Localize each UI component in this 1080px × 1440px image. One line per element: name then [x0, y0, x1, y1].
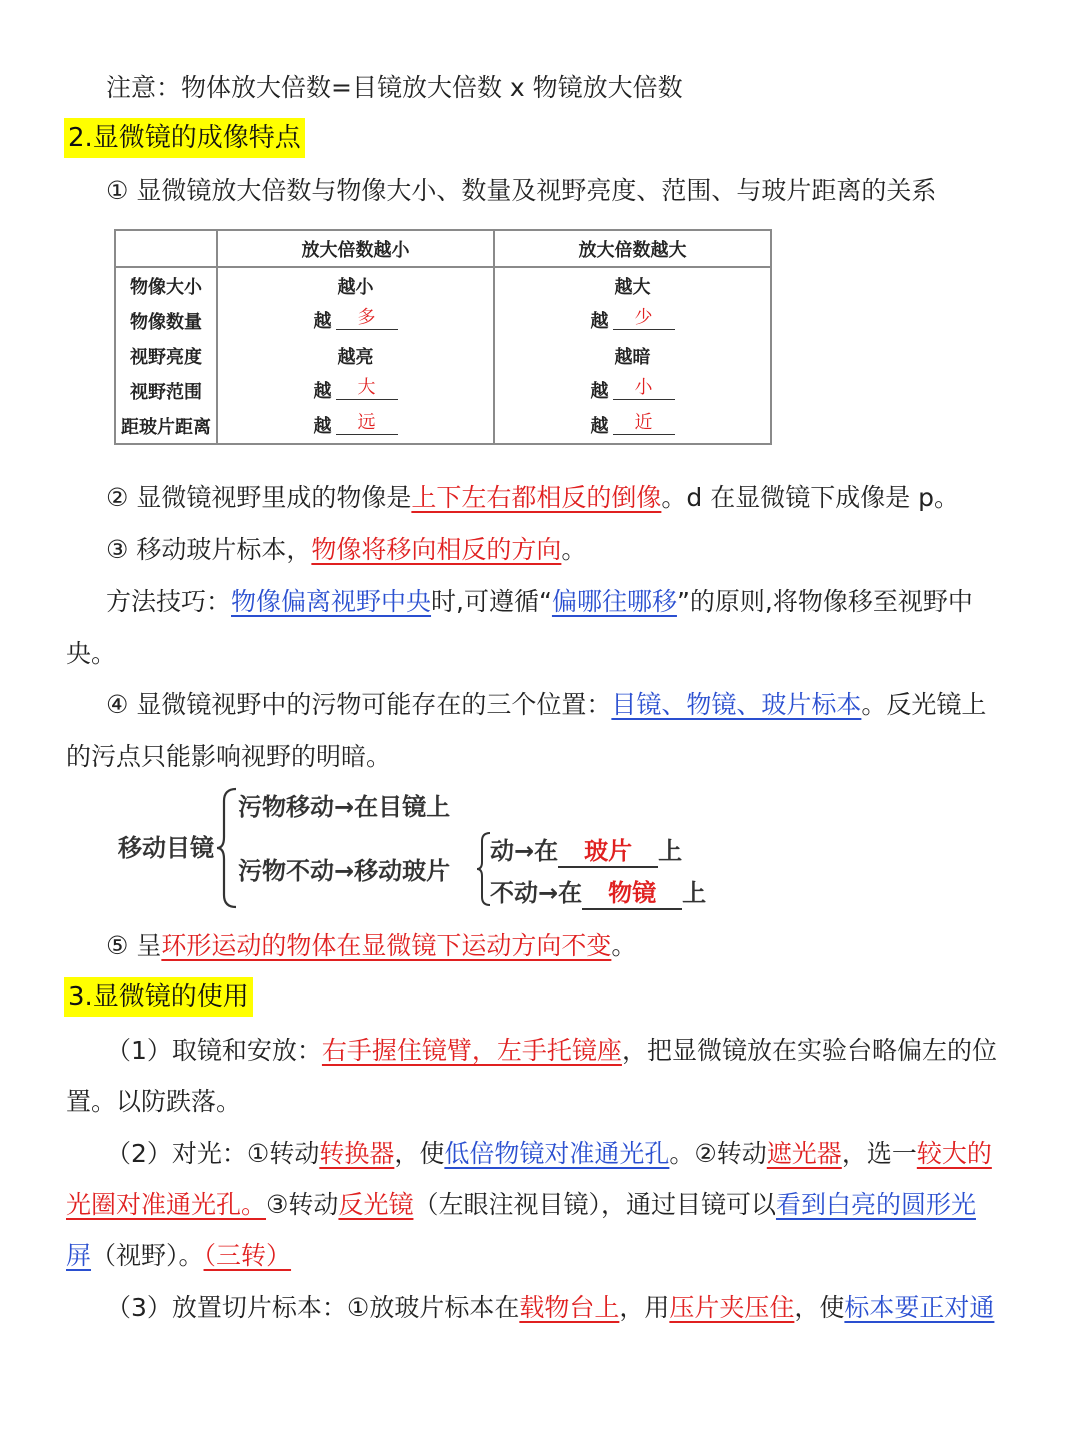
key-phrase: 标本要正对通	[844, 1293, 995, 1322]
key-phrase: 偏哪往哪移	[551, 587, 677, 616]
tip-line: 方法技巧：物像偏离视野中央时,可遵循“偏哪往哪移”的原则,将物像移至视野中	[106, 587, 973, 616]
key-phrase: 光圈对准通光孔。	[66, 1190, 267, 1219]
item1-line: ① 显微镜放大倍数与物像大小、数量及视野亮度、范围、与玻片距离的关系	[106, 176, 937, 205]
answer-blank: 远	[336, 408, 398, 435]
answer-blank: 多	[336, 303, 398, 330]
use2-line: （2）对光：①转动转换器，使低倍物镜对准通光孔。②转动遮光器，选一较大的	[106, 1139, 992, 1168]
table-row	[115, 303, 771, 338]
cell-small: 越 多	[217, 303, 494, 338]
cell-small: 越小	[217, 267, 494, 303]
key-phrase: 转换器	[319, 1139, 395, 1168]
diagram-branch2: 污物不动→移动玻片	[238, 857, 451, 885]
use3-line: （3）放置切片标本：①放玻片标本在载物台上，用压片夹压住，使标本要正对通	[106, 1293, 995, 1322]
answer-blank: 近	[613, 408, 675, 435]
cell-large: 越暗	[494, 338, 771, 373]
cell-large: 越 近	[494, 408, 771, 444]
item4-line: ④ 显微镜视野中的污物可能存在的三个位置：目镜、物镜、玻片标本。反光镜上	[106, 690, 987, 719]
row-label: 视野亮度	[115, 338, 217, 373]
item2-line: ② 显微镜视野里成的物像是上下左右都相反的倒像。d 在显微镜下成像是 p。	[106, 483, 960, 512]
item4-line-cont: 的污点只能影响视野的明暗。	[66, 742, 392, 771]
answer-blank: 大	[336, 373, 398, 400]
key-phrase: 看到白亮的圆形光	[775, 1190, 976, 1219]
key-phrase: （三转）	[203, 1241, 292, 1270]
table-row	[115, 408, 771, 444]
col-header-large: 放大倍数越大	[494, 230, 771, 267]
magnification-table	[114, 229, 772, 445]
use1-line-cont: 置。以防跌落。	[66, 1087, 242, 1116]
key-phrase: 目镜、物镜、玻片标本	[611, 690, 862, 719]
diagram-sub2: 不动→在 物镜 上	[490, 873, 706, 910]
table-row	[115, 373, 771, 408]
row-label: 物像数量	[115, 303, 217, 338]
brace-icon	[216, 787, 238, 909]
cell-large: 越 小	[494, 373, 771, 408]
section3-title: 3.显微镜的使用	[64, 977, 253, 1017]
table-corner	[115, 230, 217, 267]
key-phrase: 右手握住镜臂，左手托镜座	[321, 1036, 622, 1065]
answer-blank: 少	[613, 303, 675, 330]
row-label: 距玻片距离	[115, 408, 217, 444]
key-phrase: 物像偏离视野中央	[231, 587, 432, 616]
item5-line: ⑤ 呈环形运动的物体在显微镜下运动方向不变。	[106, 931, 637, 960]
key-phrase: 压片夹压住	[669, 1293, 795, 1322]
section2-title: 2.显微镜的成像特点	[64, 118, 305, 158]
item3-line: ③ 移动玻片标本，物像将移向相反的方向。	[106, 535, 587, 564]
cell-large: 越 少	[494, 303, 771, 338]
table-row	[115, 338, 771, 373]
tip-line-cont: 央。	[66, 639, 117, 668]
key-phrase: 环形运动的物体在显微镜下运动方向不变	[161, 931, 612, 960]
row-label: 物像大小	[115, 267, 217, 303]
row-label: 视野范围	[115, 373, 217, 408]
cell-large: 越大	[494, 267, 771, 303]
answer-blank: 小	[613, 373, 675, 400]
diagram-sub1: 动→在 玻片 上	[490, 831, 682, 868]
col-header-small: 放大倍数越小	[217, 230, 494, 267]
cell-small: 越 大	[217, 373, 494, 408]
use2-line-cont2: 屏（视野）。（三转）	[66, 1241, 292, 1270]
use1-line: （1）取镜和安放：右手握住镜臂，左手托镜座，把显微镜放在实验台略偏左的位	[106, 1036, 997, 1065]
key-phrase: 屏	[66, 1241, 92, 1270]
key-phrase: 物像将移向相反的方向	[311, 535, 562, 564]
table-row	[115, 267, 771, 303]
cell-small: 越 远	[217, 408, 494, 444]
key-phrase: 较大的	[916, 1139, 992, 1168]
key-phrase: 上下左右都相反的倒像	[411, 483, 662, 512]
diagram-root: 移动目镜	[118, 834, 214, 862]
answer-blank: 玻片	[558, 831, 658, 868]
key-phrase: 载物台上	[519, 1293, 620, 1322]
eyepiece-diagram	[118, 785, 738, 915]
key-phrase: 低倍物镜对准通光孔	[444, 1139, 670, 1168]
key-phrase: 遮光器	[766, 1139, 842, 1168]
use2-line-cont: 光圈对准通光孔。③转动反光镜（左眼注视目镜），通过目镜可以看到白亮的圆形光	[66, 1190, 976, 1219]
answer-blank: 物镜	[582, 873, 682, 910]
note-line: 注意：物体放大倍数=目镜放大倍数 x 物镜放大倍数	[106, 73, 683, 102]
diagram-branch1: 污物移动→在目镜上	[238, 793, 451, 821]
cell-small: 越亮	[217, 338, 494, 373]
key-phrase: 反光镜	[338, 1190, 414, 1219]
